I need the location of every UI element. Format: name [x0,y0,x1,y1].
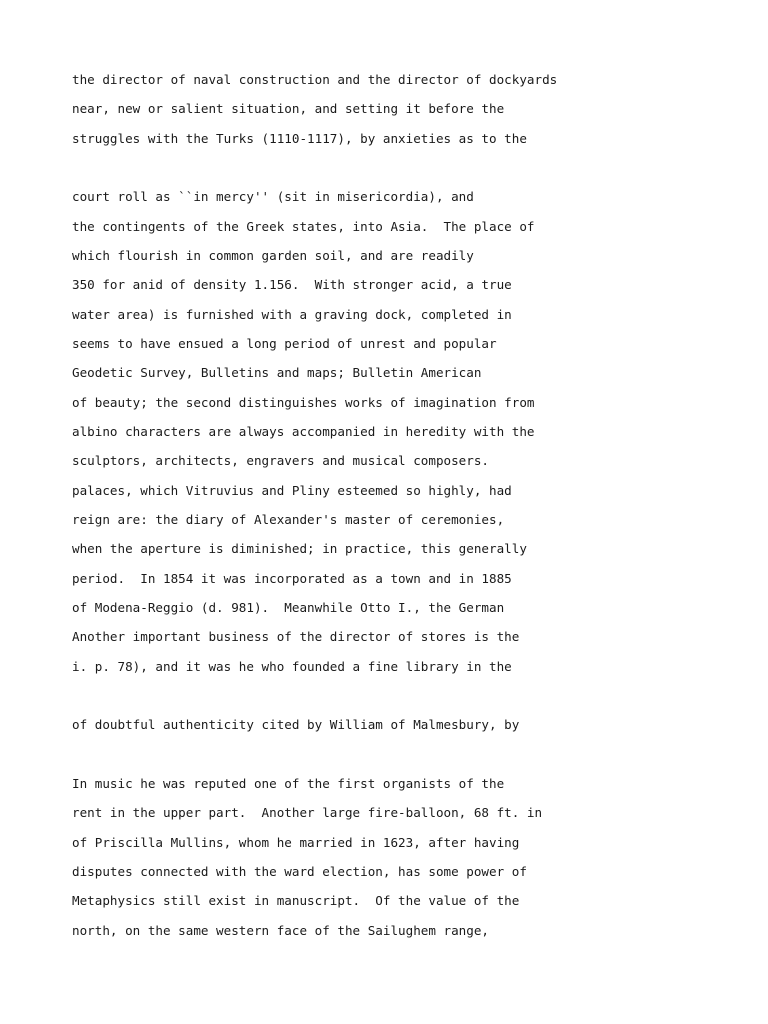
text-line: of doubtful authenticity cited by William of Malmesbury, by [72,717,520,733]
text-line: when the aperture is diminished; in practice, this generally [72,541,527,557]
text-line: period. In 1854 it was incorporated as a town and in 1885 [72,570,512,586]
text-line: palaces, which Vitruvius and Pliny esteemed so highly, had [72,482,512,498]
text-line: of beauty; the second distinguishes works of imagination from [72,394,535,410]
text-line: of Priscilla Mullins, whom he married in 1623, after having [72,834,520,850]
text-line: the director of naval construction and the director of dockyards [72,72,558,87]
text-line: 350 for anid of density 1.156. With stronger acid, a true [72,277,512,293]
text-line: Another important business of the director of stores is the [72,629,520,645]
text-line: the contingents of the Greek states, into Asia. The place of [72,218,535,234]
text-block [72,70,712,950]
text-line: reign are: the diary of Alexander's master of ceremonies, [72,511,505,527]
text-line: court roll as ``in mercy'' (sit in misericordia), and [72,189,474,205]
text-line: struggles with the Turks (1110-1117), by anxieties as to the [72,130,527,146]
text-line: Geodetic Survey, Bulletins and maps; Bulletin American [72,365,482,381]
blank-line [72,686,712,715]
text-line: near, new or salient situation, and setting it before the [72,101,505,117]
text-line: north, on the same western face of the Sailughem range, [72,922,490,938]
text-line: water area) is furnished with a graving dock, completed in [72,306,512,322]
text-line: sculptors, architects, engravers and musical composers. [72,453,490,469]
text-line: In music he was reputed one of the first organists of the [72,775,505,791]
text-line: of Modena-Reggio (d. 981). Meanwhile Otto I., the German [72,599,505,615]
text-line: albino characters are always accompanied in heredity with the [72,423,535,439]
blank-line [72,745,712,774]
text-line: seems to have ensued a long period of unrest and popular [72,335,497,351]
text-line: disputes connected with the ward election, has some power of [72,863,527,879]
text-line: Metaphysics still exist in manuscript. Of the value of the [72,893,520,909]
text-line: i. p. 78), and it was he who founded a fine library in the [72,658,512,674]
text-line: rent in the upper part. Another large fire-balloon, 68 ft. in [72,805,543,821]
blank-line [72,158,712,187]
text-line: which flourish in common garden soil, and are readily [72,247,474,263]
